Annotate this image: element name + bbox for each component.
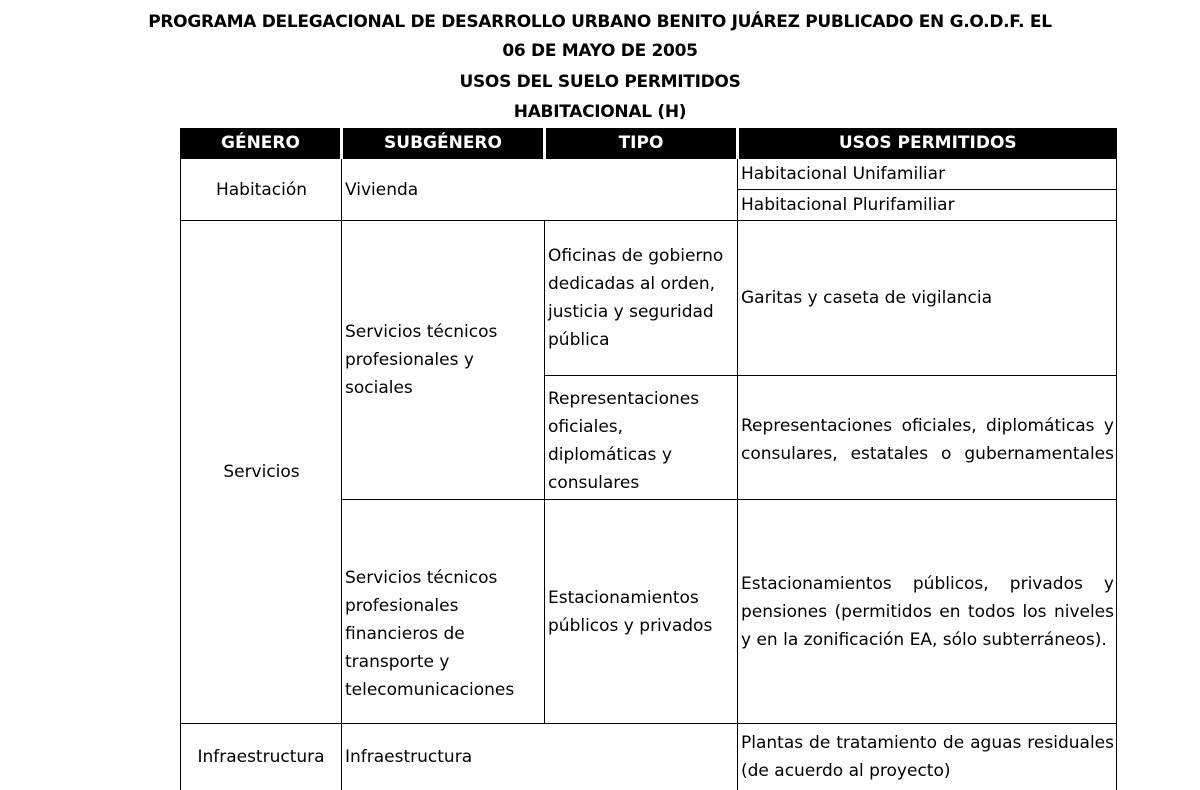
cell-genero-infraestructura: Infraestructura <box>181 724 342 790</box>
header-genero: GÉNERO <box>181 128 342 159</box>
header-subgenero: SUBGÉNERO <box>342 128 545 159</box>
section-title: HABITACIONAL (H) <box>513 102 687 122</box>
cell-uso-representaciones <box>738 376 1117 500</box>
cell-tipo-representaciones: Representaciones oficiales, diplomáticas y consulares <box>545 376 738 500</box>
cell-uso-plurifamiliar: Habitacional Plurifamiliar <box>738 190 1117 221</box>
land-use-table <box>180 128 1117 790</box>
document-title-line1: PROGRAMA DELEGACIONAL DE DESARROLLO URBANO BENITO JUÁREZ PUBLICADO EN G.O.D.F. EL <box>148 12 1052 32</box>
cell-subgenero-servicios-financieros: Servicios técnicos profesionales financieros de transporte y telecomunicaciones <box>342 500 545 724</box>
document-title-line2: 06 DE MAYO DE 2005 <box>502 41 698 61</box>
uso-representaciones-text: Representaciones oficiales, diplomáticas y consulares, estatales o gubernamentales <box>741 415 1114 464</box>
cell-genero-servicios: Servicios <box>181 221 342 724</box>
table-row <box>181 724 1117 790</box>
cell-subgenero-infraestructura: Infraestructura <box>342 724 738 790</box>
table-row <box>181 159 1117 190</box>
cell-subgenero-servicios-sociales: Servicios técnicos profesionales y sociales <box>342 221 545 500</box>
cell-uso-garitas: Garitas y caseta de vigilancia <box>738 221 1117 376</box>
cell-uso-unifamiliar: Habitacional Unifamiliar <box>738 159 1117 190</box>
header-tipo: TIPO <box>545 128 738 159</box>
header-usos-permitidos: USOS PERMITIDOS <box>738 128 1117 159</box>
cell-genero-habitacion: Habitación <box>181 159 342 221</box>
table-header-row <box>181 128 1117 159</box>
cell-subgenero-vivienda: Vivienda <box>342 159 738 221</box>
document-subtitle: USOS DEL SUELO PERMITIDOS <box>459 72 741 92</box>
cell-uso-plantas-tratamiento: Plantas de tratamiento de aguas residuales (de acuerdo al proyecto) <box>738 724 1117 790</box>
cell-uso-estacionamientos: Estacionamientos públicos, privados y pensiones (permitidos en todos los niveles y en la zonificación EA, sólo subterráneos). <box>738 500 1117 724</box>
table-row <box>181 221 1117 376</box>
cell-tipo-estacionamientos: Estacionamientos públicos y privados <box>545 500 738 724</box>
cell-tipo-oficinas-gobierno: Oficinas de gobierno dedicadas al orden, justicia y seguridad pública <box>545 221 738 376</box>
